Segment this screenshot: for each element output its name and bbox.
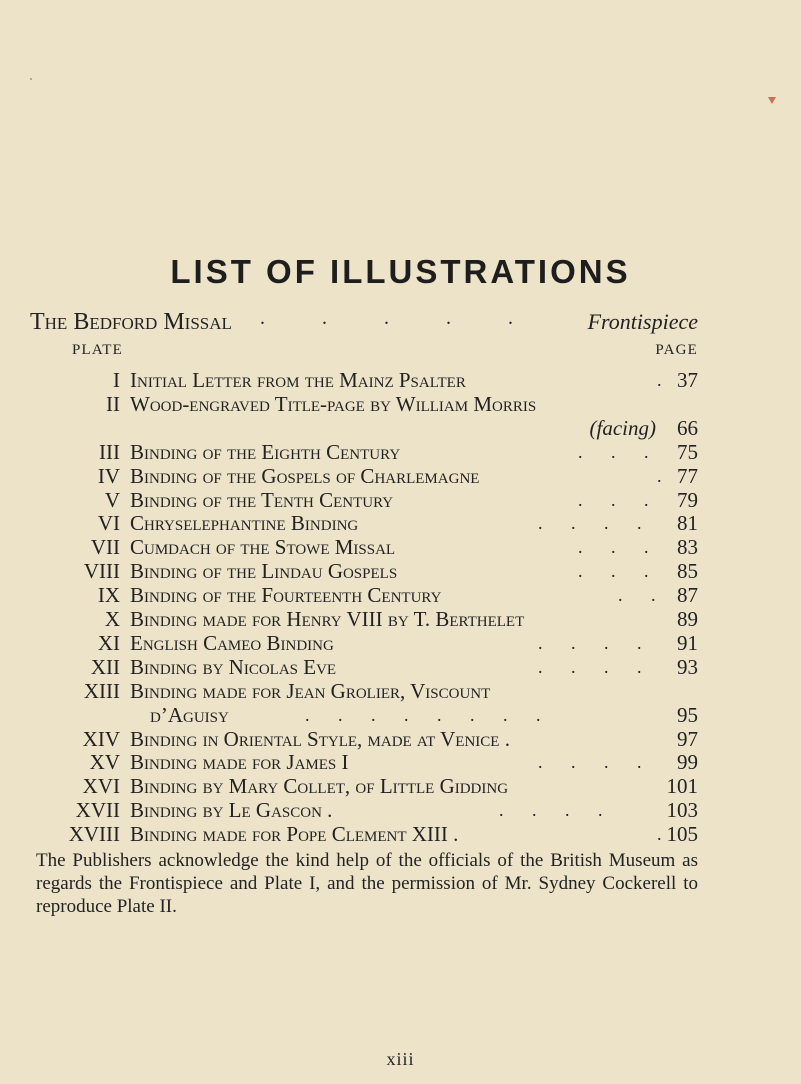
dot-leader: . . .: [578, 537, 649, 558]
ornament-mark-icon: [767, 96, 777, 105]
plate-number: VII: [90, 535, 120, 560]
page-number: 37: [677, 368, 698, 392]
page-number: 105: [666, 822, 698, 847]
plate-row: [0, 798, 801, 822]
plate-row: [0, 727, 801, 751]
plate-row: [0, 535, 801, 559]
plate-title: Binding of the Fourteenth Century: [130, 583, 442, 608]
plate-title: Binding made for Henry VIII by T. Berthelet: [130, 607, 525, 631]
plate-number: IX: [97, 583, 120, 608]
page-number: 95: [677, 702, 698, 727]
dot-leader: . . . .: [538, 656, 642, 677]
dot-leader: . . .: [578, 441, 649, 462]
page-number: 99: [677, 750, 698, 775]
plate-number: VIII: [83, 559, 120, 584]
dot-leader: .: [657, 465, 662, 486]
column-headers: [72, 342, 698, 362]
plate-number: XV: [89, 750, 120, 775]
page-number: 103: [666, 798, 698, 823]
plate-row: [0, 774, 801, 798]
plate-title: Binding of the Lindau Gospels: [130, 559, 398, 584]
folio-number: xiii: [386, 1049, 415, 1069]
page-number: 101: [666, 774, 698, 799]
plate-row: [0, 703, 801, 727]
page-number: 97: [677, 726, 698, 751]
dot-leader: . .: [618, 585, 656, 606]
facing-note: (facing): [589, 415, 656, 440]
plate-number: VI: [97, 511, 120, 536]
plate-number: I: [113, 368, 120, 392]
dot-leader: . . . .: [538, 632, 642, 653]
dot-leader: .: [657, 824, 662, 845]
plate-number: XII: [90, 654, 120, 679]
plate-title: Cumdach of the Stowe Missal: [130, 535, 396, 560]
dot-leader: . . .: [578, 561, 649, 582]
frontispiece-leader: . . . . .: [260, 307, 539, 329]
plate-row: [0, 488, 801, 512]
page-number: 87: [677, 583, 698, 608]
page-number: 77: [677, 463, 698, 488]
plate-title: Binding of the Eighth Century: [130, 439, 401, 464]
page-number: 91: [677, 630, 698, 655]
plate-row: [0, 679, 801, 703]
plate-title: Binding by Mary Collet, of Little Gidding: [130, 774, 509, 799]
plate-row: [0, 416, 801, 440]
plate-title: Chryselephantine Binding: [130, 511, 359, 536]
plate-number: IV: [97, 463, 120, 488]
plate-row: [0, 583, 801, 607]
plate-title: d’Aguisy: [150, 702, 229, 727]
plate-row: [0, 750, 801, 774]
plate-number: III: [99, 439, 120, 464]
dot-leader: . . . .: [538, 513, 642, 534]
plate-row: [0, 607, 801, 631]
plate-number: V: [104, 487, 120, 512]
plate-title: Wood-engraved Title-page by William Morris: [130, 391, 537, 416]
plate-number: XIV: [82, 726, 120, 751]
plate-row: [0, 822, 801, 846]
acknowledgement: The Publishers acknowledge the kind help of the officials of the British Museum as regards the Frontispiece and Plate I, and the permission of Mr. Sydney Cockerell to reproduce Plate II.: [36, 850, 698, 917]
plate-title: English Cameo Binding: [130, 630, 334, 655]
plate-title: Binding made for James I: [130, 750, 349, 775]
dot-leader: . . . .: [499, 800, 603, 821]
plate-title: Binding of the Tenth Century: [130, 487, 394, 512]
plate-number: II: [106, 391, 120, 416]
plate-row: [0, 440, 801, 464]
frontispiece-label: The Bedford Missal: [30, 309, 232, 335]
page-title: LIST OF ILLUSTRATIONS: [170, 253, 631, 290]
plate-number: XVIII: [68, 822, 120, 847]
page-number: 66: [677, 415, 698, 440]
plate-row: [0, 511, 801, 535]
plate-row: [0, 368, 801, 392]
plate-title: Binding by Le Gascon .: [130, 798, 333, 823]
plate-title: Binding in Oriental Style, made at Venice .: [130, 726, 510, 751]
plate-number: X: [104, 607, 120, 631]
dot-leader: .: [657, 370, 662, 390]
plate-number: XVII: [75, 798, 120, 823]
plate-header: PLATE: [72, 342, 123, 358]
plate-row: [0, 464, 801, 488]
frontispiece-note: Frontispiece: [587, 309, 698, 334]
dot-leader: . . .: [578, 489, 649, 510]
plate-title: Binding by Nicolas Eve: [130, 654, 337, 679]
frontispiece-entry: [30, 309, 698, 335]
plate-row: [0, 392, 801, 416]
plate-title: Binding made for Pope Clement XIII .: [130, 822, 459, 847]
plate-number: XIII: [83, 678, 120, 703]
plate-title: Initial Letter from the Mainz Psalter: [130, 368, 466, 392]
page-number: 89: [677, 607, 698, 631]
dot-leader: . . . .: [538, 752, 642, 773]
plate-number: XVI: [82, 774, 120, 799]
page-number: 93: [677, 654, 698, 679]
page-number: 85: [677, 559, 698, 584]
page-header: PAGE: [655, 342, 698, 358]
plate-title: Binding made for Jean Grolier, Viscount: [130, 678, 491, 703]
page-number: 75: [677, 439, 698, 464]
plate-title: Binding of the Gospels of Charlemagne: [130, 463, 480, 488]
page-number: 81: [677, 511, 698, 536]
dot-leader: . . . . . . . .: [305, 704, 541, 725]
plate-number: XI: [97, 630, 120, 655]
page-number: 79: [677, 487, 698, 512]
plate-row: [0, 559, 801, 583]
speck: [30, 78, 32, 80]
plate-row: [0, 655, 801, 679]
plate-row: [0, 631, 801, 655]
page-number: 83: [677, 535, 698, 560]
